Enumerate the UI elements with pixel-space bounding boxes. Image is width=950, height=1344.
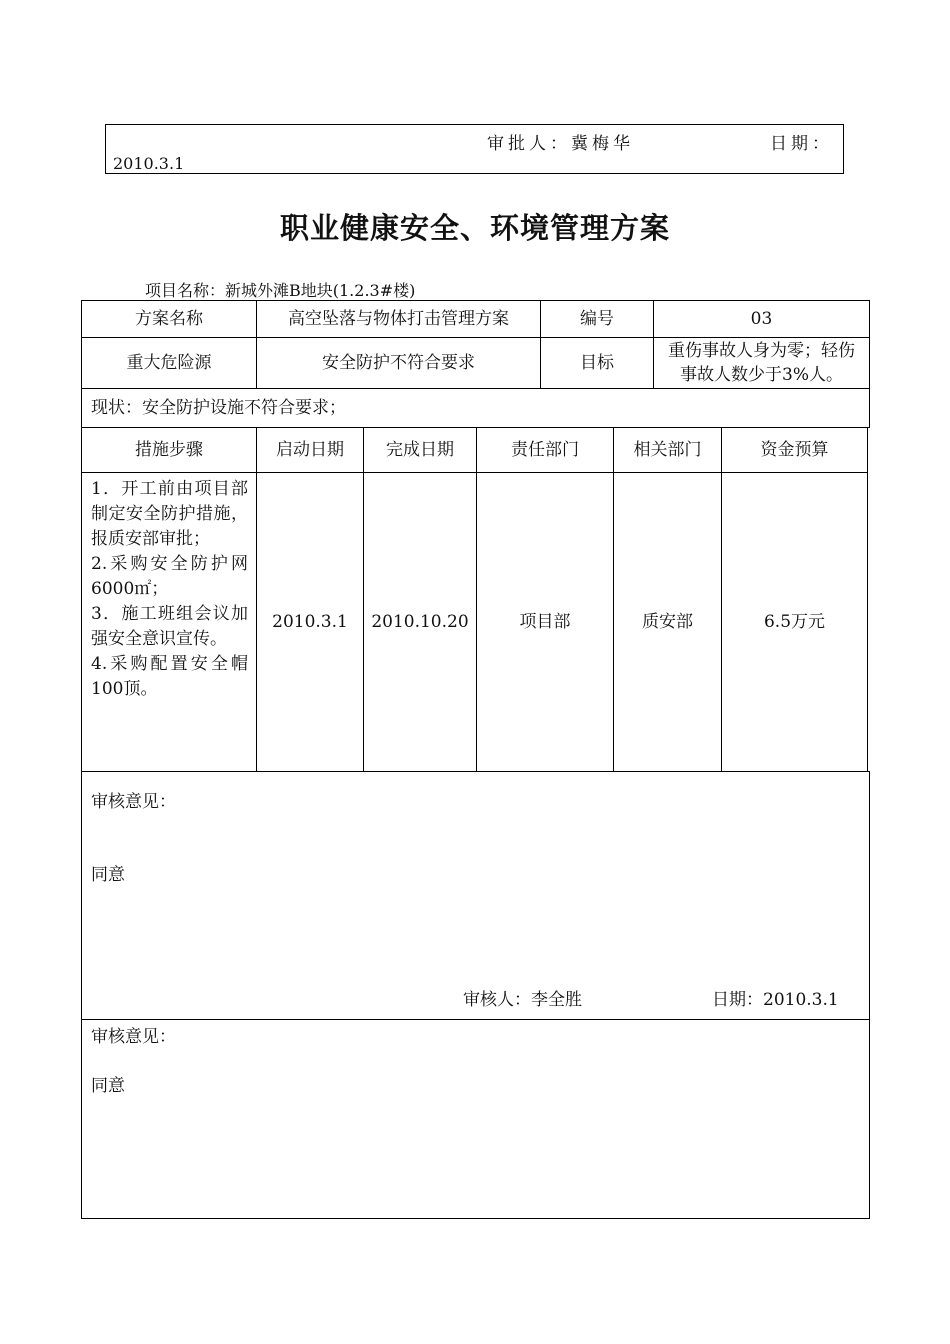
col-header-related-dept: 相关部门 xyxy=(613,427,722,473)
review-2-label: 审核意见： xyxy=(91,1027,176,1047)
approval-box xyxy=(105,124,844,174)
end-date: 2010.10.20 xyxy=(363,472,477,772)
plan-name-label: 方案名称 xyxy=(81,300,257,338)
col-header-budget: 资金预算 xyxy=(721,427,868,473)
col-header-start-date: 启动日期 xyxy=(256,427,364,473)
col-header-responsible-dept: 责任部门 xyxy=(476,427,614,473)
current-status: 现状：安全防护设施不符合要求； xyxy=(81,388,870,428)
start-date: 2010.3.1 xyxy=(256,472,364,772)
approval-date-label: 日期： xyxy=(770,134,833,154)
related-dept: 质安部 xyxy=(613,472,722,772)
review-2-opinion: 同意 xyxy=(91,1076,125,1096)
measure-steps: 1．开工前由项目部制定安全防护措施，报质安部审批； 2.采购安全防护网6000㎡； 3．施工班组会议加强安全意识宣传。 4.采购配置安全帽100顶。 xyxy=(81,472,257,772)
project-name: 项目名称：新城外滩B地块(1.2.3#楼) xyxy=(145,281,416,300)
approver: 审批人：冀梅华 xyxy=(487,134,634,154)
plan-number: 03 xyxy=(653,300,870,338)
col-header-end-date: 完成日期 xyxy=(363,427,477,473)
plan-name: 高空坠落与物体打击管理方案 xyxy=(256,300,541,338)
target-label: 目标 xyxy=(540,337,654,389)
review-1-reviewer: 审核人：李全胜 xyxy=(463,990,582,1010)
hazard-source: 安全防护不符合要求 xyxy=(256,337,541,389)
review-1-label: 审核意见： xyxy=(91,792,176,812)
page-title: 职业健康安全、环境管理方案 xyxy=(279,211,670,245)
review-section-1 xyxy=(81,771,870,1020)
review-1-date: 日期：2010.3.1 xyxy=(712,990,839,1010)
approval-date: 2010.3.1 xyxy=(113,154,185,173)
target: 重伤事故人身为零；轻伤事故人数少于3%人。 xyxy=(653,337,870,389)
budget: 6.5万元 xyxy=(721,472,868,772)
number-label: 编号 xyxy=(540,300,654,338)
col-header-steps: 措施步骤 xyxy=(81,427,257,473)
responsible-dept: 项目部 xyxy=(476,472,614,772)
hazard-label: 重大危险源 xyxy=(81,337,257,389)
review-section-2 xyxy=(81,1019,870,1219)
review-1-opinion: 同意 xyxy=(91,865,125,885)
